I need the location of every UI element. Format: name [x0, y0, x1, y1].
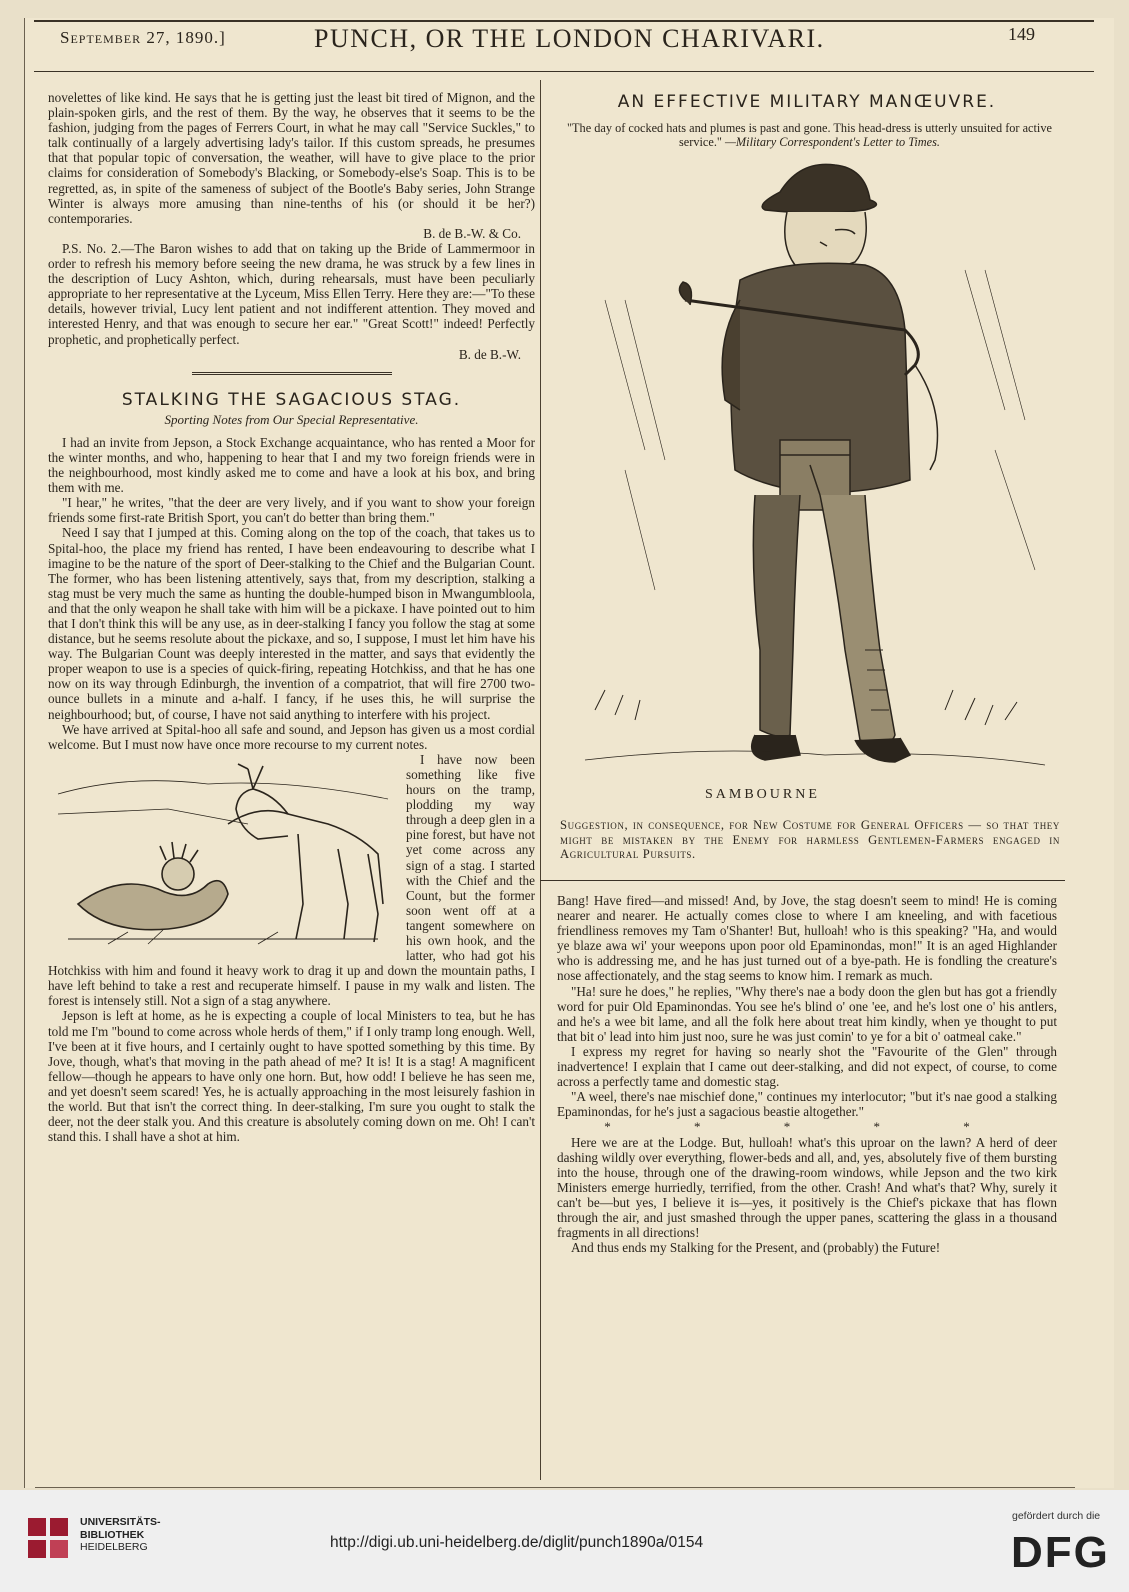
- article-paragraph: "I hear," he writes, "that the deer are very lively, and if you want to show your foreign friends some first-rate British Sport, you can't do better than bring them.": [48, 495, 535, 526]
- article-paragraph: "A weel, there's nae mischief done," continues my interlocutor; "but it's nae good a stalking Epaminondas, for he's just a sagacious beastie altogether.": [557, 1089, 1057, 1120]
- article-subtitle: Sporting Notes from Our Special Representative.: [164, 411, 419, 427]
- library-name: [80, 1516, 161, 1554]
- section-rule: [192, 372, 392, 375]
- left-column: [48, 90, 535, 1144]
- section-stars: * * * * *: [604, 1119, 1010, 1135]
- column-divider: [540, 80, 541, 1480]
- article-paragraph: I express my regret for having so nearly shot the "Favourite of the Glen" through inadvertence! I explain that I came out deer-stalking, and did not expect, of course, to come across a perfectly tame and domestic stag.: [557, 1043, 1057, 1090]
- bottom-rule: [35, 1487, 1075, 1488]
- caption-rule: [540, 880, 1065, 881]
- cartoon-caption: Suggestion, in consequence, for New Costume for General Officers — so that they might be mistaken by the Enemy for harmless Gentlemen-Farmers engaged in Agricultural Pursuits.: [560, 818, 1060, 861]
- cartoon-title: AN EFFECTIVE MILITARY MANŒUVRE.: [617, 92, 997, 112]
- header-title: PUNCH, OR THE LONDON CHARIVARI.: [314, 24, 825, 53]
- library-name-line: UNIVERSITÄTS-: [80, 1516, 161, 1528]
- article-paragraph: Jepson is left at home, as he is expecting a couple of local Ministers to tea, but he has told me I'm "bound to come across whole herds of them," if I only tramp long enough. Well, I've been at it five hours, and I certainly ought to have spotted something by this time. By Jove, though, what's that moving in the path ahead of me? It is! It is a stag! A magnificent fellow—though he appears to have only one horn. But, how odd! I believe he has seen me, and yet doesn't seem scared! Yes, he is actually approaching in the most leisurely fashion in the world. But that isn't the correct thing. In deer-stalking, I'm sure you ought to stalk the deer, not the deer stalk you. And this creature is absolutely coming down on me. Oh! I can't stand this. I shall have a shot at him.: [48, 1008, 535, 1145]
- signature: B. de B.-W.: [458, 346, 521, 362]
- article-paragraph: Need I say that I jumped at this. Coming along on the top of the coach, that takes us to Spital-hoo, the place my friend has rented, I have been endeavouring to describe what I imagine to be the nature of the sport of Deer-stalking to the Chief and the Bulgarian Count. The former, who has been listening attentively, says that, from my description, stalking a stag must be very much the same as hunting the double-humped bison in Mwangumbloola, and that the only weapon he shall take with him will be a pickaxe. I have pointed out to him that I don't think this will be any use, as in deer-stalking I fancy you follow the stag at some distance, but he seems resolute about the pickaxe, and so, I suppose, I must let him have his way. The Bulgarian Count was deeply interested in the matter, and says that evidently the proper weapon to use is a species of quick-firing, repeating Hotchkiss, and that he has one now on its way through Edinburgh, the invention of a compatriot, that will fire 2700 two-ounce bullets in a minute and a-half. I fancy, if he uses this, he will surprise the neighbourhood; but, of course, I have not said anything to interfere with his project.: [48, 525, 535, 722]
- cartoon-epigraph: [562, 121, 1057, 149]
- right-column: [557, 893, 1057, 1255]
- header-date: September 27, 1890.]: [60, 28, 226, 47]
- signature: B. de B.-W. & Co.: [423, 225, 521, 241]
- permalink-url[interactable]: http://digi.ub.uni-heidelberg.de/diglit/punch1890a/0154: [330, 1534, 704, 1551]
- review-paragraph: novelettes of like kind. He says that he is getting just the least bit tired of Mignon, and the plain-spoken girls, and the rest of them. By the way, he observes that it seems to be the fashion, judging from the pages of Ferrers Court, in what he may call "Service Suckles," to talk continually of a largely advertising lady's tailor. If this custom spreads, he presumes that that popular topic of conversation, the weather, will have to give place to the prior claims for consideration of Somebody's Blacking, or Somebody-else's Soap. This is to be regretted, as, in spite of the sameness of subject of the Bootle's Baby series, John Strange Winter is always more amusing than nine-tenths of his (or should it be her?) contemporaries.: [48, 90, 535, 226]
- article-paragraph: I had an invite from Jepson, a Stock Exchange acquaintance, who has rented a Moor for the winter months, and who, happening to hear that I and my two foreign friends were in the neighbourhood, most kindly asked me to come and have a look at his box, and bring them with me.: [48, 434, 535, 496]
- artist-signature: SAMBOURNE: [705, 787, 820, 802]
- article-paragraph: And thus ends my Stalking for the Present, and (probably) the Future!: [571, 1240, 941, 1256]
- article-paragraph: We have arrived at Spital-hoo all safe and sound, and Jepson has given us a most cordial welcome. But I must now have once more recourse to my current notes.: [48, 721, 535, 752]
- viewer-footer: [0, 1490, 1129, 1592]
- article-title: STALKING THE SAGACIOUS STAG.: [121, 389, 462, 410]
- article-paragraph: "Ha! sure he does," he replies, "Why there's nae a body doon the glen but has got a friendly word for puir Old Epaminondas. You see he's blind o' one 'ee, and he's lost one o' his antlers, and he's a wee bit lame, and all the folk here about treat him kindly, when ye thought to put that bit o' lead into him just noo, sure he was just comin' to ye for a bit o' oatmeal cake.": [557, 983, 1057, 1044]
- article-paragraph: Here we are at the Lodge. But, hulloah! what's this uproar on the lawn? A herd of deer dashing wildly over everything, flower-beds and all, and, yes, absolutely five of them bursting into the house, through one of the drawing-room windows, while Jepson and the two kirk Ministers emerge hurriedly, terrified, from the other. Crash! And what's that? Why, surely it can't be—but yes, I believe it is—yes, it positively is the Chief's pickaxe that has flown through the air, and just smashed through the upper panes, scattering the glass in a thousand fragments in all directions!: [557, 1134, 1057, 1241]
- header-page-number: 149: [1008, 24, 1035, 44]
- library-name-line: BIBLIOTHEK: [80, 1528, 145, 1541]
- review-paragraph: P.S. No. 2.—The Baron wishes to add that on taking up the Bride of Lammermoor in order to refresh his memory before seeing the new drama, he was struck by a few lines in the description of Lucy Ashton, which, during rehearsals, must have been peculiarly appropriate to her representative at the Lyceum, Miss Ellen Terry. Here they are:—"To these details, however trivial, Lucy lent patient and not indifferent attention. They moved and interested Henry, and that was enough to secure her ear." "Great Scott!" indeed! Perfectly prophetic, and prophetically perfect.: [48, 240, 535, 347]
- article-paragraph: Bang! Have fired—and missed! And, by Jove, the stag doesn't seem to mind! He is coming nearer and nearer. He actually comes close to where I am kneeling, and with facetious friendliness removes my Tam o'Shanter! But, hulloah! who is this speaking? "Ha, and would ye blaze awa wi' your weepons upon poor old Epaminondas, mon!" It is an aged Highlander who is addressing me, and he has just turned out of a bye-path. He is fondling the creature's nose affectionately, and the stag seems to know him. I remark as much.: [557, 893, 1057, 984]
- university-logo-icon: [26, 1516, 72, 1560]
- epigraph-source: —Military Correspondent's Letter to Times.: [725, 135, 940, 149]
- library-name-line: HEIDELBERG: [80, 1541, 148, 1553]
- dfg-logo: DFG: [1011, 1528, 1110, 1577]
- stag-illustration: [48, 754, 398, 954]
- article-paragraph: I have now been something like five hours on the tramp, plodding my way through a deep glen in a pine forest, but have not yet come across any sign of a stag. I started with the Chief and the Count, but the former soon went off at a tangent somewhere on his own hook, and the latter, who had got his Hotchkiss with him and found it heavy work to drag it up and down the mountain paths, I have left behind to take a rest and recuperate himself. I pause in my walk and listen. The forest is intensely still. Not a sign of a stag anywhere.: [48, 751, 535, 1009]
- funded-by-label: gefördert durch die: [1012, 1510, 1101, 1522]
- epigraph-quote: "The day of cocked hats and plumes is past and gone. This head-dress is utterly unsuited for active service.": [567, 121, 1052, 149]
- officer-cartoon: [565, 150, 1060, 812]
